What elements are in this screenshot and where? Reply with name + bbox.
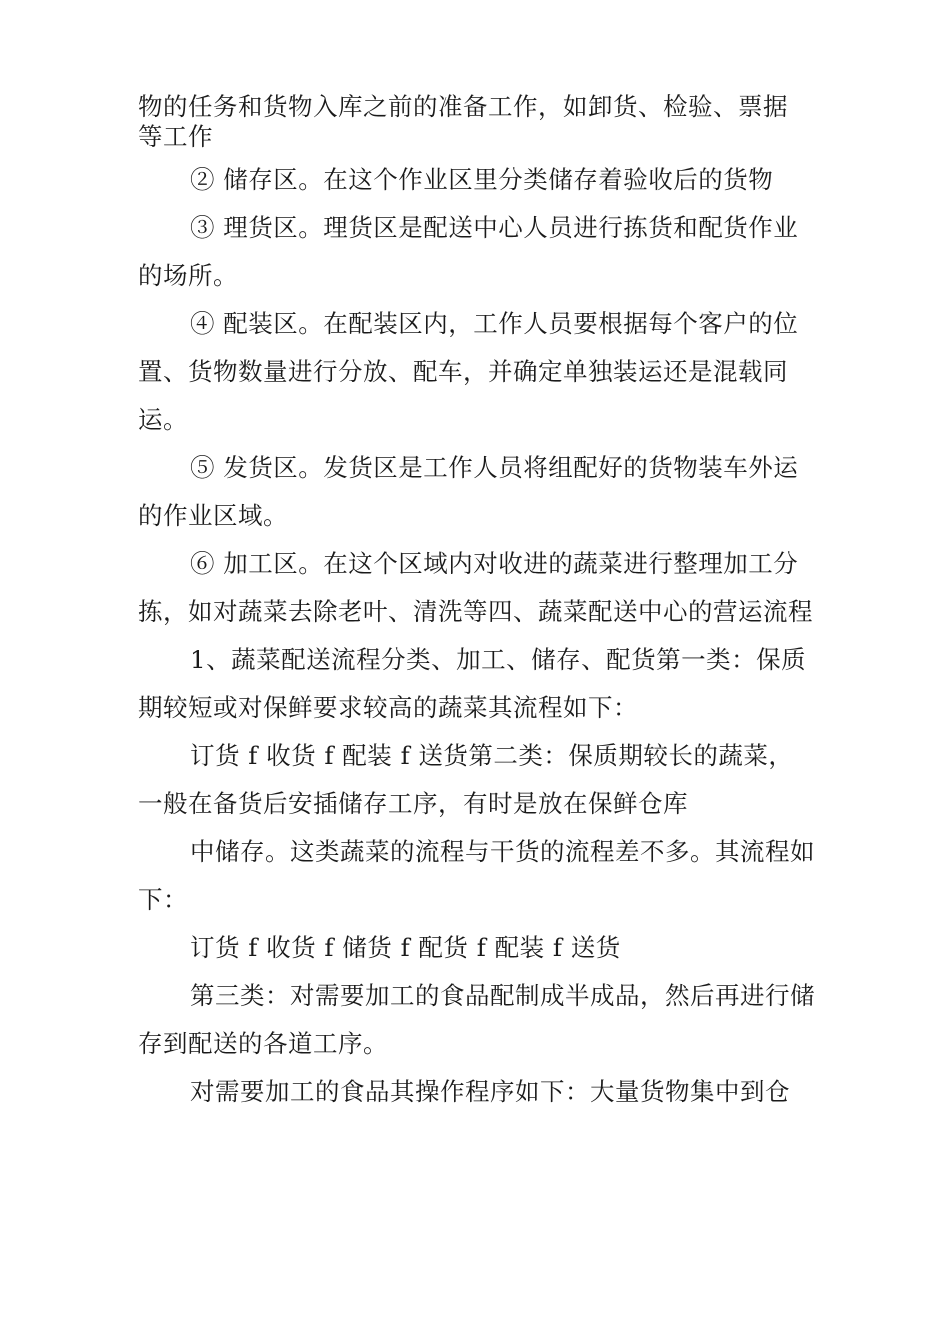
paragraph-flow-2-note: 一般在备货后安插储存工序，有时是放在保鲜仓库 (138, 789, 688, 818)
paragraph-storage-area: ② 储存区。在这个作业区里分类储存着验收后的货物 (190, 165, 774, 194)
paragraph-flow-type-3: 第三类：对需要加工的食品配制成半成品，然后再进行储存到配送的各道工序。 (138, 981, 815, 1058)
paragraph-flow-2-steps: 订货 f 收货 f 储货 f 配货 f 配装 f 送货 (190, 933, 621, 962)
paragraph-processing-procedure: 对需要加工的食品其操作程序如下：大量货物集中到仓 (190, 1077, 790, 1106)
document-body (138, 92, 818, 1116)
paragraph-shipping-area: ⑤ 发货区。发货区是工作人员将组配好的货物装车外运的作业区域。 (138, 453, 799, 530)
paragraph-2: 等工作 (138, 122, 213, 151)
paragraph-processing-area: ⑥ 加工区。在这个区域内对收进的蔬菜进行整理加工分拣，如对蔬菜去除老叶、清洗等四、蔬菜配送中心的营运流程 (138, 549, 813, 626)
paragraph-flow-type-1: 1、蔬菜配送流程分类、加工、储存、配货第一类：保质期较短或对保鲜要求较高的蔬菜其流程如下： (138, 645, 807, 722)
paragraph-packing-area: ④ 配装区。在配装区内，工作人员要根据每个客户的位置、货物数量进行分放、配车，并确定单独装运还是混载同运。 (138, 309, 799, 434)
paragraph-sorting-area: ③ 理货区。理货区是配送中心人员进行拣货和配货作业的场所。 (138, 213, 799, 290)
paragraph-flow-1-steps: 订货 f 收货 f 配装 f 送货第二类：保质期较长的蔬菜， (190, 741, 794, 770)
paragraph-flow-2-storage: 中储存。这类蔬菜的流程与干货的流程差不多。其流程如下： (138, 837, 815, 914)
paragraph-1: 物的任务和货物入库之前的准备工作，如卸货、检验、票据 (138, 92, 788, 121)
